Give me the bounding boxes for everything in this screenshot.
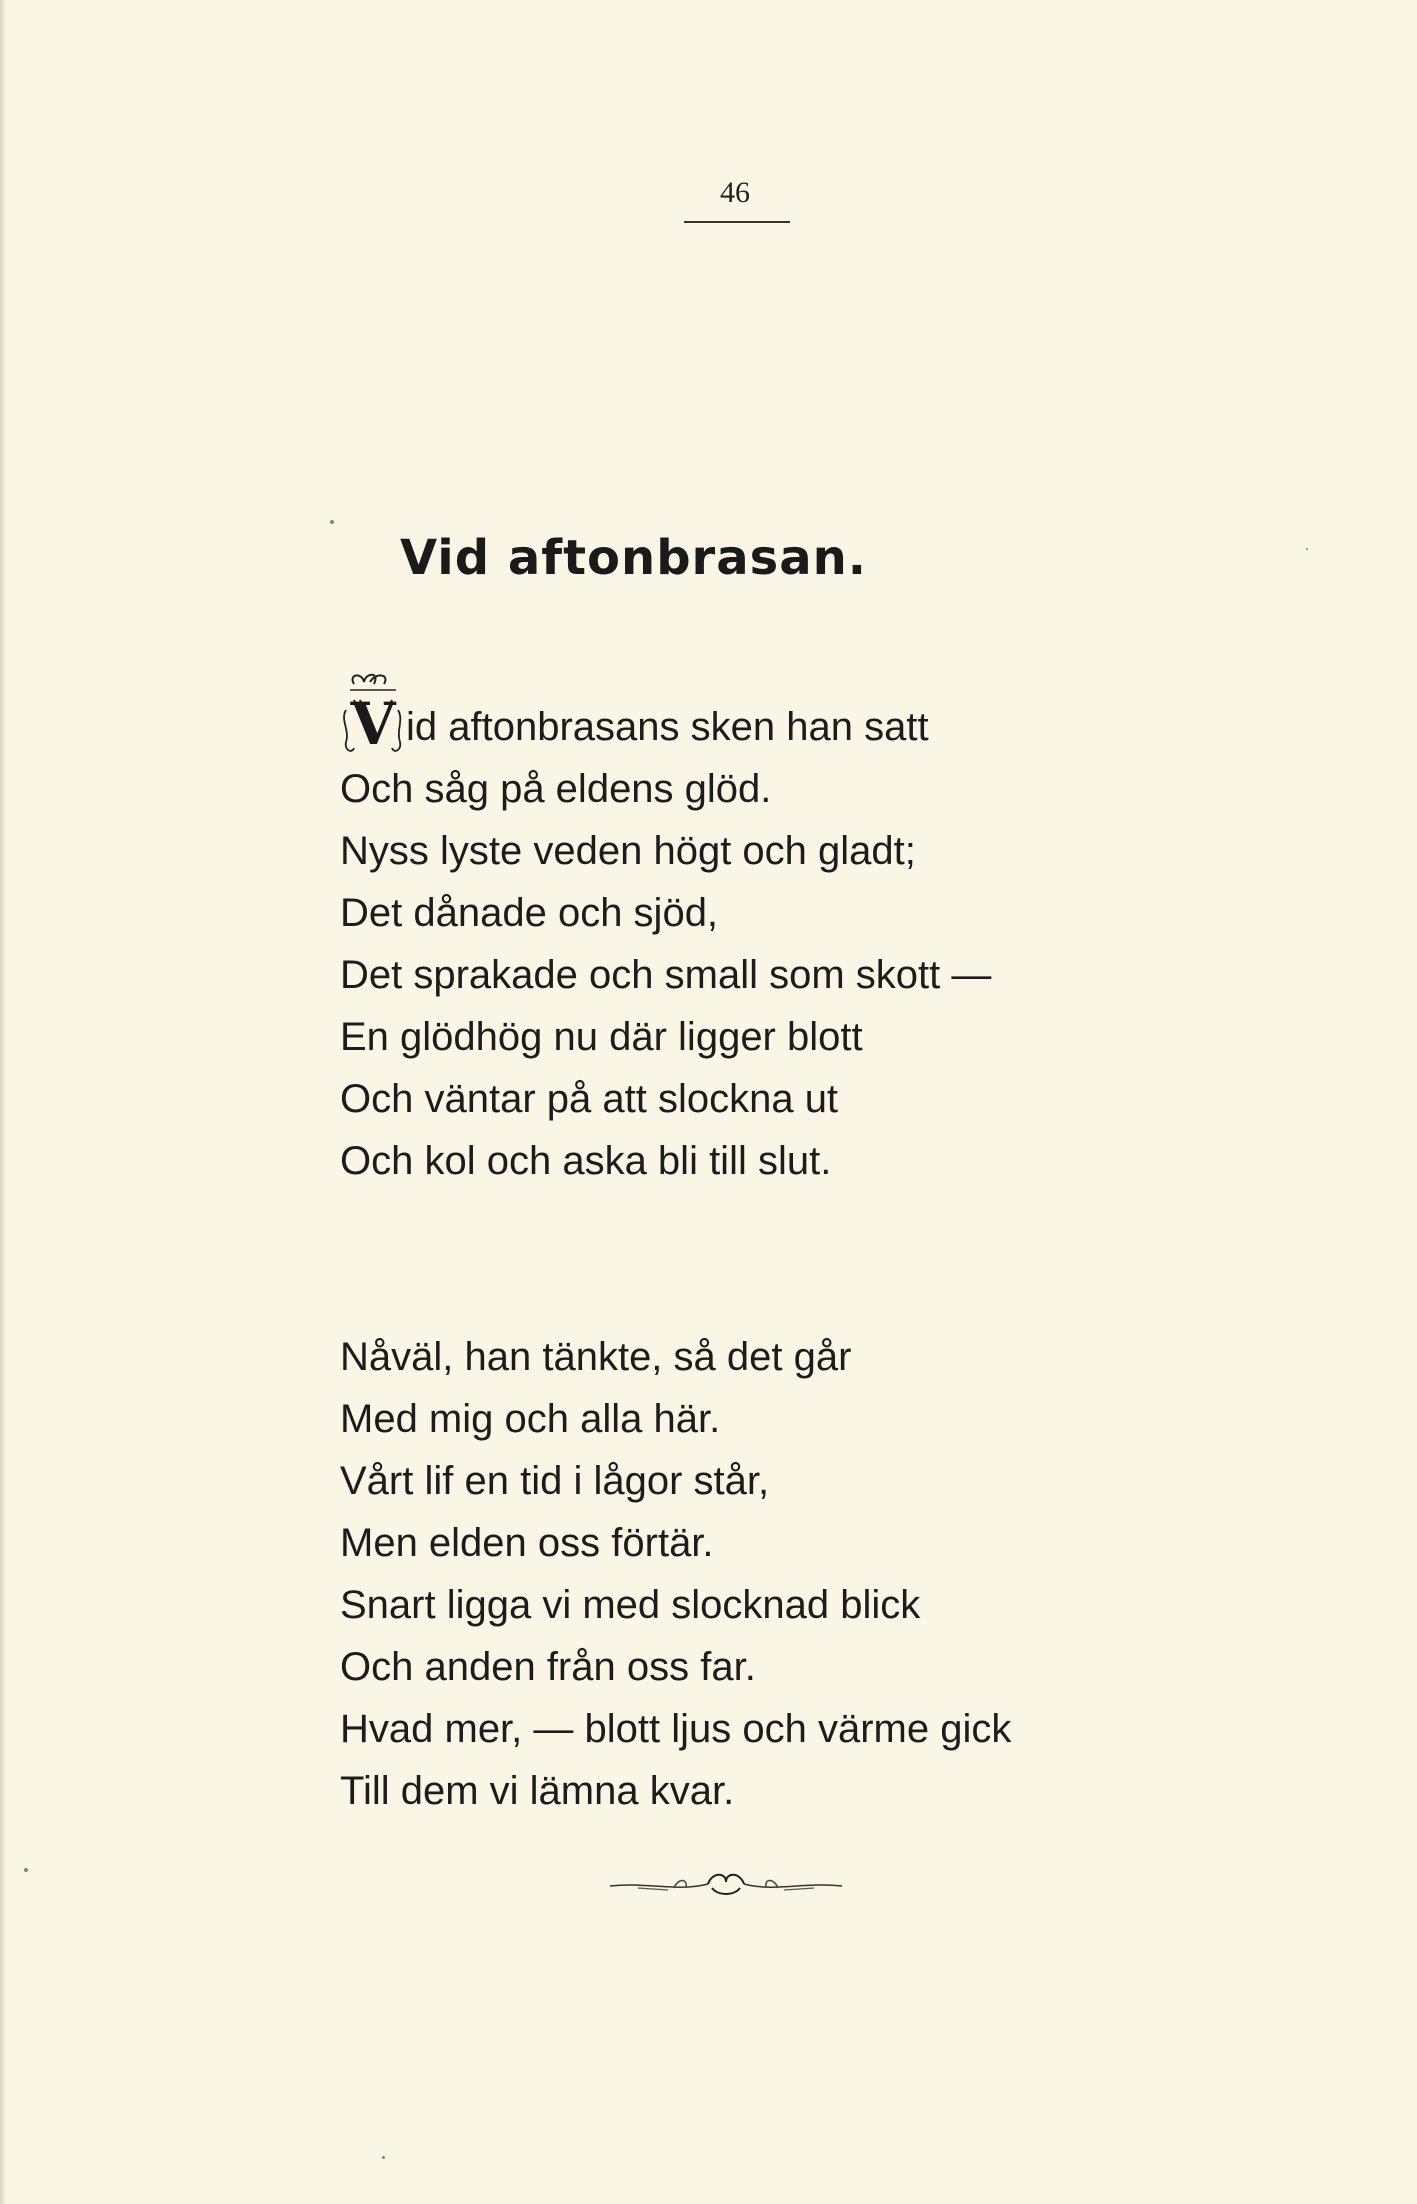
paper-speck: [24, 1868, 28, 1872]
paper-speck: [1306, 548, 1308, 550]
poem-line: En glödhög nu där ligger blott: [340, 1015, 863, 1059]
ornamental-drop-cap: [340, 690, 406, 758]
poem-line: Och kol och aska bli till slut.: [340, 1139, 832, 1183]
poem-line: Det dånade och sjöd,: [340, 891, 719, 935]
poem-line: Men elden oss förtär.: [340, 1521, 714, 1565]
poem-line: Med mig och alla här.: [340, 1397, 721, 1441]
poem-line: Nyss lyste veden högt och gladt;: [340, 829, 916, 873]
poem-line: Nåväl, han tänkte, så det går: [340, 1335, 852, 1379]
stanza-1: [340, 690, 992, 1192]
poem-line: Och väntar på att slockna ut: [340, 1077, 839, 1121]
poem-line: Hvad mer, — blott ljus och värme gick: [340, 1707, 1012, 1751]
end-ornament-icon: [608, 1870, 844, 1900]
poem-line: Det sprakade och small som skott —: [340, 953, 992, 997]
poem-line: Och såg på eldens glöd.: [340, 767, 772, 811]
poem-line: Snart ligga vi med slocknad blick: [340, 1583, 921, 1627]
poem-line: Vårt lif en tid i lågor står,: [340, 1459, 770, 1503]
poem-line: Och anden från oss far.: [340, 1645, 756, 1689]
poem-line: V id aftonbrasans sken han satt: [340, 696, 991, 758]
poem-title: Vid aftonbrasan.: [400, 530, 867, 586]
page-number-rule: [684, 221, 790, 223]
stanza-2: [340, 1326, 1011, 1822]
poem-line: Till dem vi lämna kvar.: [340, 1769, 735, 1813]
paper-speck: [382, 2156, 385, 2159]
svg-text:V: V: [350, 690, 396, 758]
paper-speck: [330, 520, 334, 524]
page-number: 46: [720, 176, 750, 209]
